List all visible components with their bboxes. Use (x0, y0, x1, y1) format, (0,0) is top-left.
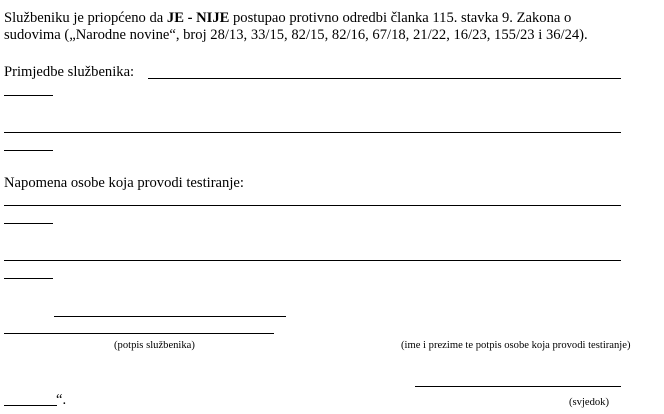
intro-line-2: sudovima („Narodne novine“, broj 28/13, 33/15, 82/15, 82/16, 67/18, 21/22, 16/23, 155/23 i 36/24). (4, 27, 588, 43)
intro-text-after: postupao protivno odredbi članka 115. stavka 9. Zakona o (229, 10, 572, 26)
note-label: Napomena osobe koja provodi testiranje: (4, 175, 244, 191)
note-line-1 (4, 205, 621, 206)
note-line-2 (4, 260, 621, 261)
note-line-2-continuation (4, 278, 53, 279)
intro-line-1 (4, 10, 571, 27)
remarks-label: Primjedbe službenika: (4, 64, 135, 80)
signature-line-upper (54, 316, 286, 317)
je-nije-emphasis: JE - NIJE (166, 10, 230, 26)
remarks-line-2 (4, 132, 621, 133)
closing-quote: “. (56, 392, 67, 408)
remarks-line-1 (148, 78, 621, 79)
remarks-line-1-continuation (4, 95, 53, 96)
signature-tester-caption: (ime i prezime te potpis osobe koja provodi testiranje) (401, 340, 631, 351)
note-line-1-continuation (4, 223, 53, 224)
witness-caption: (svjedok) (569, 397, 610, 408)
witness-signature-line (415, 386, 621, 387)
intro-text-before: Službeniku je priopćeno da (4, 10, 167, 26)
signature-official-caption: (potpis službenika) (114, 340, 195, 351)
signature-line-official (4, 333, 274, 334)
closing-line (4, 405, 57, 406)
remarks-line-2-continuation (4, 150, 53, 151)
